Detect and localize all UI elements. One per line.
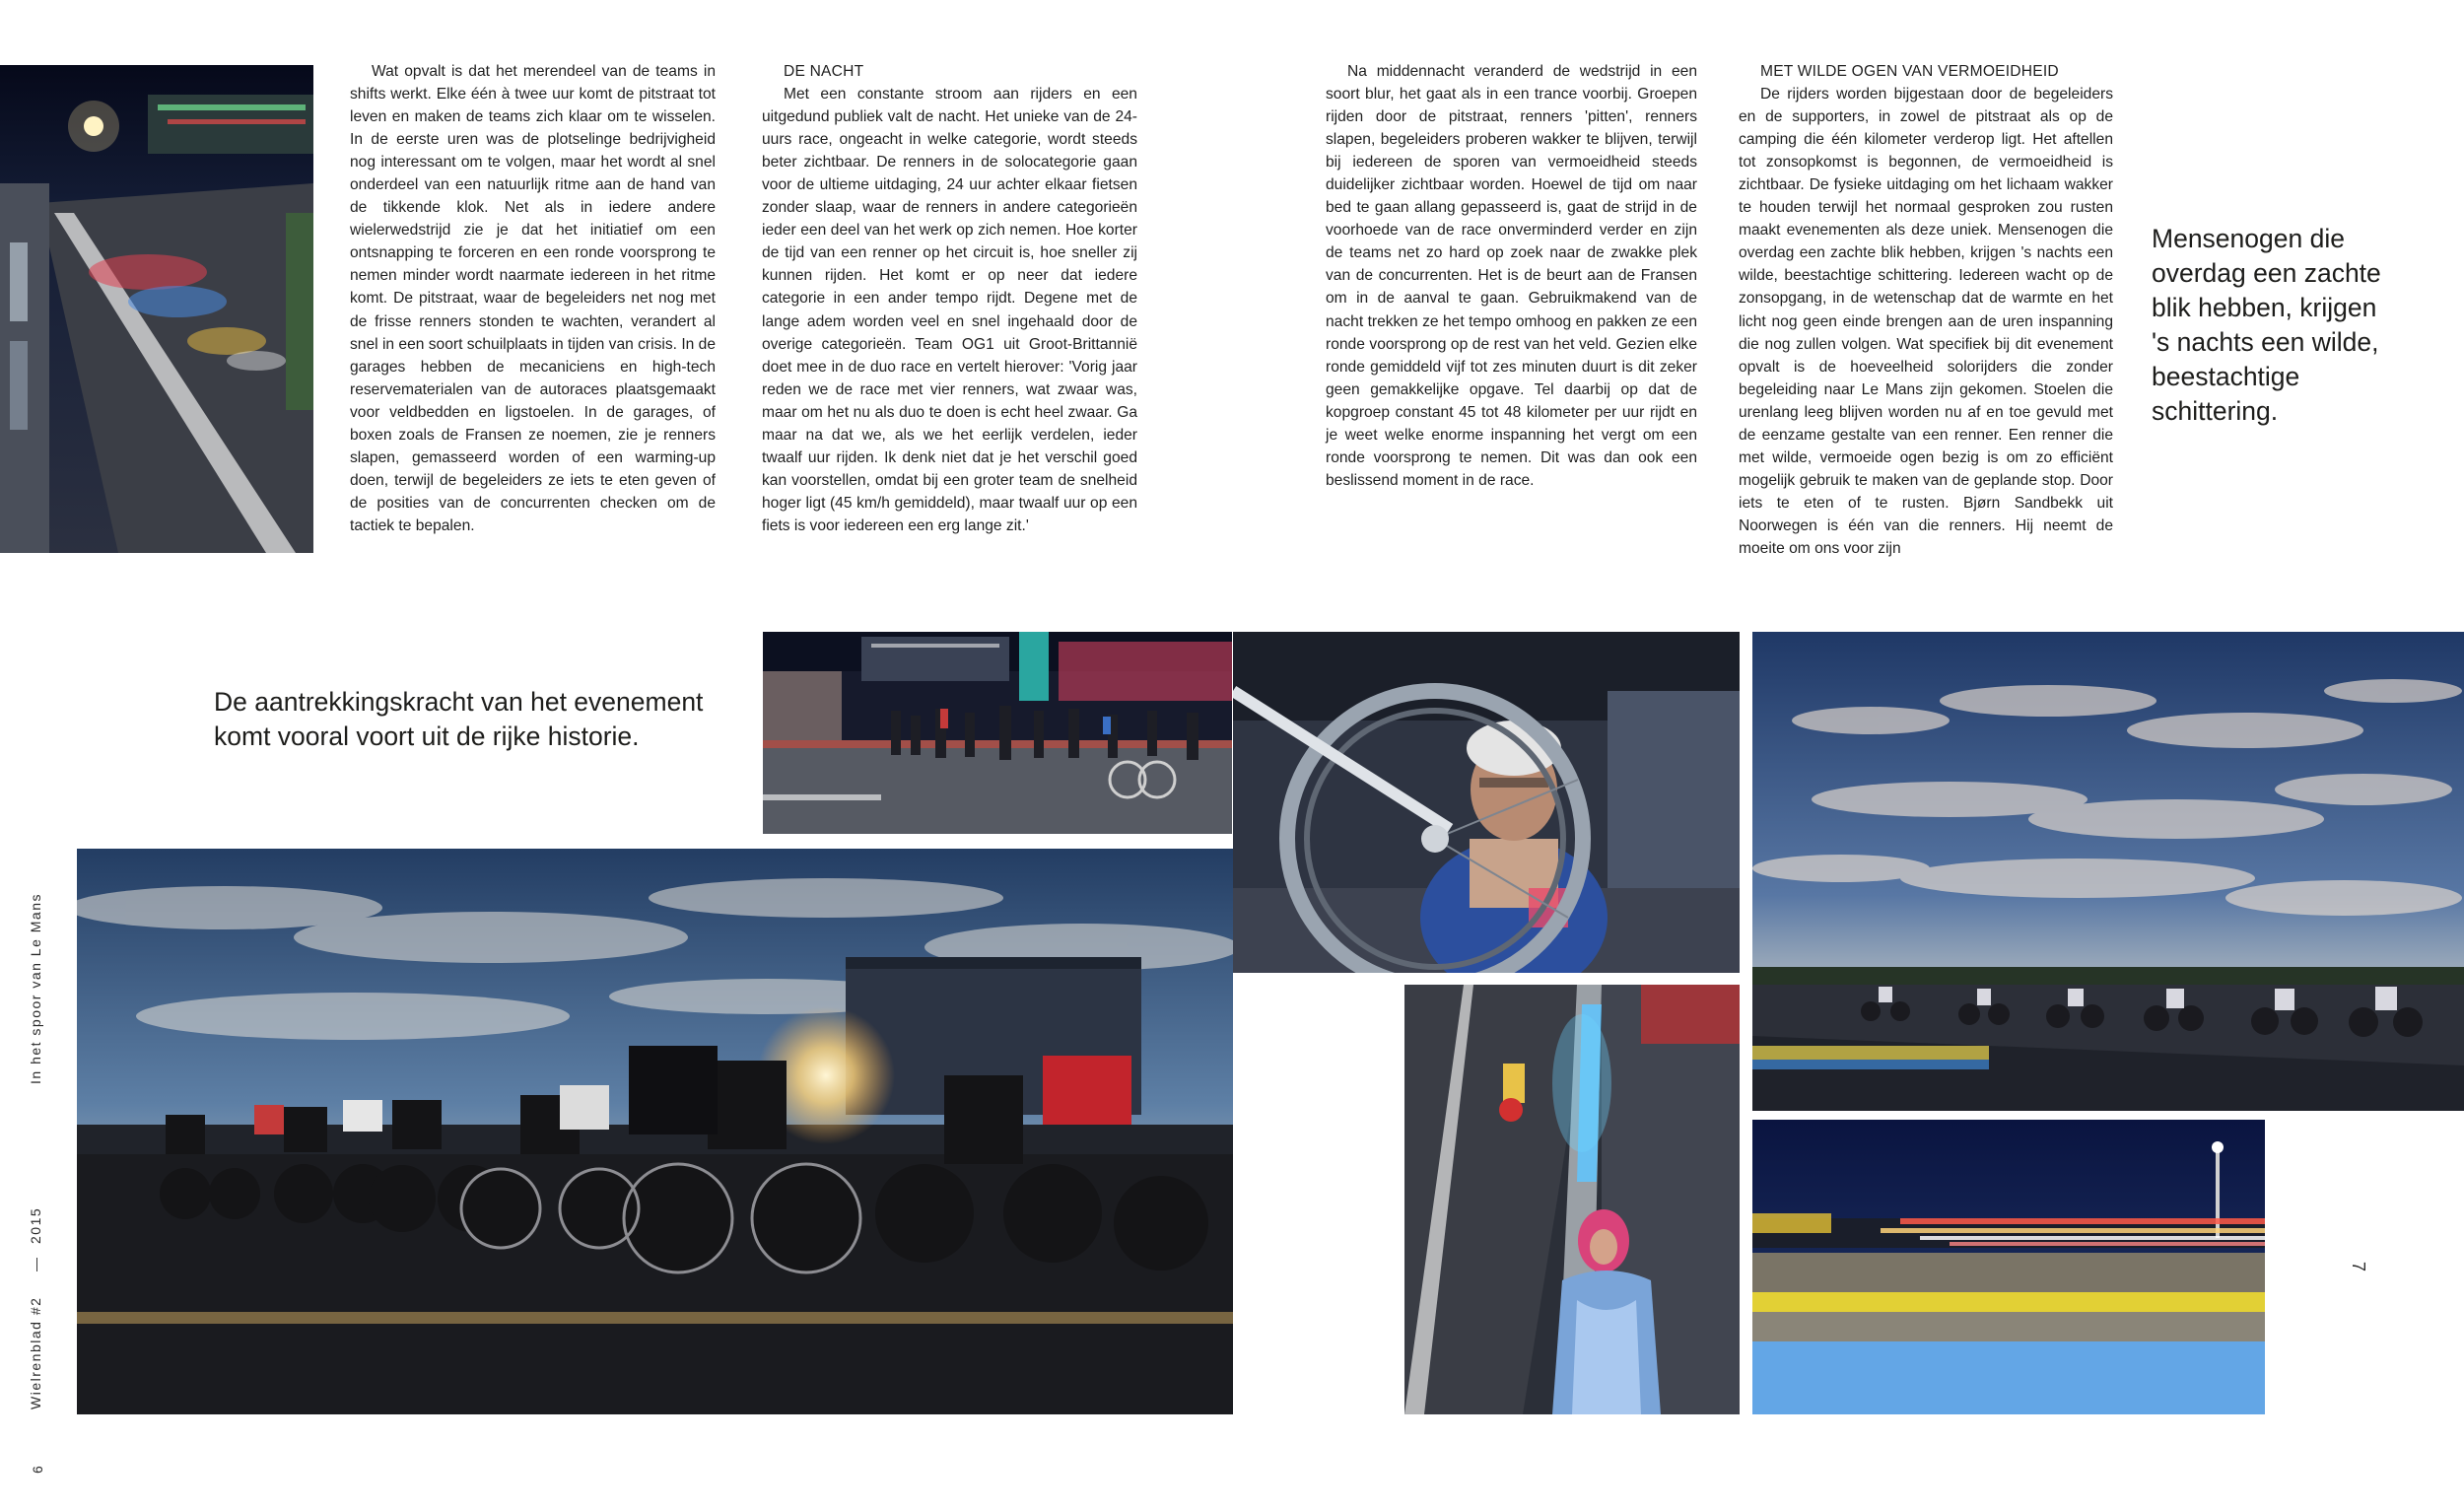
article-column-3 bbox=[1326, 60, 1697, 492]
magazine-name: Wielrenblad #2 bbox=[28, 1296, 43, 1409]
photo-sunrise-sky-riders bbox=[1752, 632, 2464, 1111]
photo-dusk-rider-silhouettes bbox=[77, 849, 1233, 1414]
body-paragraph: Na middennacht veranderd de wedstrijd in een soort blur, het gaat als in een trance voorbij. Groepen rijden door de pitstraat, renners 'pitten', renners slapen, begeleiders proberen wakker te blijven, terwijl bij iedereen de sporen van vermoeidheid steeds duidelijker zichtbaar worden. Hoewel de tijd om naar bed te gaan allang gepasseerd is, gaat de strijd in de voorhoede van de race onverminderd verder en zijn de teams net zo hard op zoek naar de zwakke plek van de concurrenten. Het is de beurt aan de Fransen om in de aanval te gaan. Gebruikmakend van de nacht trekken ze het tempo omhoog en pakken ze een ronde voorsprong op de rest van het veld. Gezien elke ronde gemiddeld vijf tot zes minuten duurt is dit zeker geen gemakkelijke opgave. Tel daarbij op dat de kopgroep constant 45 tot 48 kilometer per uur rijdt en je weet welke enorme inspanning het vergt om een ronde voorsprong te nemen. Dit was dan ook een beslissend moment in de race. bbox=[1326, 63, 1697, 489]
sub-quote: De aantrekkingskracht van het evenement komt vooral voort uit de rijke historie. bbox=[214, 687, 704, 751]
folio-footer bbox=[28, 893, 49, 1409]
page-number-left: 6 bbox=[30, 1466, 45, 1474]
page-number-right: 7 bbox=[2349, 1262, 2368, 1272]
photo-pit-lane-crowd bbox=[763, 632, 1232, 834]
pull-quote: Mensenogen die overdag een zachte blik hebben, krijgen 's nachts een wilde, beestachtige schittering. bbox=[2152, 224, 2381, 426]
article-column-2 bbox=[762, 60, 1137, 537]
section-heading-de-nacht: DE NACHT bbox=[784, 63, 864, 80]
photo-rider-behind-wheel bbox=[1233, 632, 1740, 973]
photo-pink-hooded-supporter bbox=[1404, 985, 1740, 1414]
section-heading-wilde-ogen: MET WILDE OGEN VAN VERMOEIDHEID bbox=[1760, 63, 2059, 80]
issue-year: 2015 bbox=[28, 1206, 43, 1244]
photo-light-trails-track bbox=[1752, 1120, 2265, 1414]
body-paragraph: De rijders worden bijgestaan door de begeleiders en de supporters, in zowel de pitstraat als op de camping die één kilometer verderop ligt. Het aftellen tot zonsopkomst is begonnen, de vermoeidheid is zichtbaar. De fysieke uitdaging om het lichaam wakker te houden terwijl het normaal gesproken zou rusten maakt evenementen als deze uniek. Mensenogen die overdag een zachte blik hebben, krijgen 's nachts een wilde, beestachtige schittering. Iedereen wacht op de zonsopgang, in de wetenschap dat de warmte en het licht nog geen einde brengen aan de uren inspanning die nog zullen volgen. Wat specifiek bij dit evenement opvalt is de hoeveelheid solorijders die zonder begeleiding naar Le Mans zijn gekomen. Stoelen die urenlang leeg blijven worden nu af en toe gevuld met de eenzame gestalte van een renner. Een renner die met wilde, vermoeide ogen bezig is om zo efficiënt mogelijk gebruik te maken van de geplande stop. Door iets te eten of te rusten. Bjørn Sandbekk uit Noorwegen is één van die renners. Hij neemt de moeite om ons voor zijn bbox=[1739, 86, 2113, 557]
article-column-1 bbox=[350, 60, 716, 537]
body-paragraph: Met een constante stroom aan rijders en een uitgedund publiek valt de nacht. Het unieke van de 24-uurs race, ongeacht in welke categorie, wordt steeds beter zichtbaar. De renners in de solocategorie gaan voor de ultieme uitdaging, 24 uur achter elkaar fietsen zonder slaap, waar de renners in andere categorieën ieder een deel van het werk op zich nemen. Hoe korter de tijd van een renner op het circuit is, hoe sneller zij kunnen rijden. Het komt er op neer dat iedere categorie in een ander tempo rijdt. Degene met de lange adem worden veel en snel ingehaald door de overige categorieën. Team OG1 uit Groot-Brittannië doet mee in de duo race en vertelt hierover: 'Vorig jaar reden we de race met vier renners, wat zwaar was, maar om het nu als duo te doen is echt heel zwaar. Ga maar na dat we, als we het eerlijk verdelen, ieder twaalf uur rijden. Ik denk niet dat je het verschil goed kan voorstellen, omdat bij een groter team de snelheid hoger ligt (45 km/h gemiddeld), maar twaalf uur op een fiets is voor iedereen een erg lange zit.' bbox=[762, 86, 1137, 534]
article-title: In het spoor van Le Mans bbox=[28, 893, 43, 1084]
body-paragraph: Wat opvalt is dat het merendeel van de teams in shifts werkt. Elke één à twee uur komt de pitstraat tot leven en maken de teams zich klaar om te wisselen. In de eerste uren was de plotselinge bedrijvigheid nog interessant om te volgen, maar het wordt al snel onderdeel van een natuurlijk ritme aan de hand van de tikkende klok. Net als in iedere andere wielerwedstrijd zie je dat het initiatief om een ontsnapping te forceren en een ronde voorsprong te nemen minder wordt naarmate iedereen in het ritme komt. De pitstraat, waar de begeleiders net nog met de frisse renners stonden te wachten, verandert al snel in een soort schuilplaats in tijden van crisis. In de garages hebben de mecaniciens en high-tech reservematerialen van de autoraces plaatsgemaakt voor veldbedden en ligstoelen. In de garages, of boxen zoals de Fransen ze noemen, zie je renners slapen, gemasseerd worden of een warming-up doen, terwijl de begeleiders ze iets te eten geven of de posities van de concurrenten checken om de tactiek te bepalen. bbox=[350, 63, 716, 534]
folio-separator: — bbox=[28, 1256, 43, 1271]
photo-pit-straight-night bbox=[0, 65, 313, 553]
article-column-4 bbox=[1739, 60, 2113, 560]
